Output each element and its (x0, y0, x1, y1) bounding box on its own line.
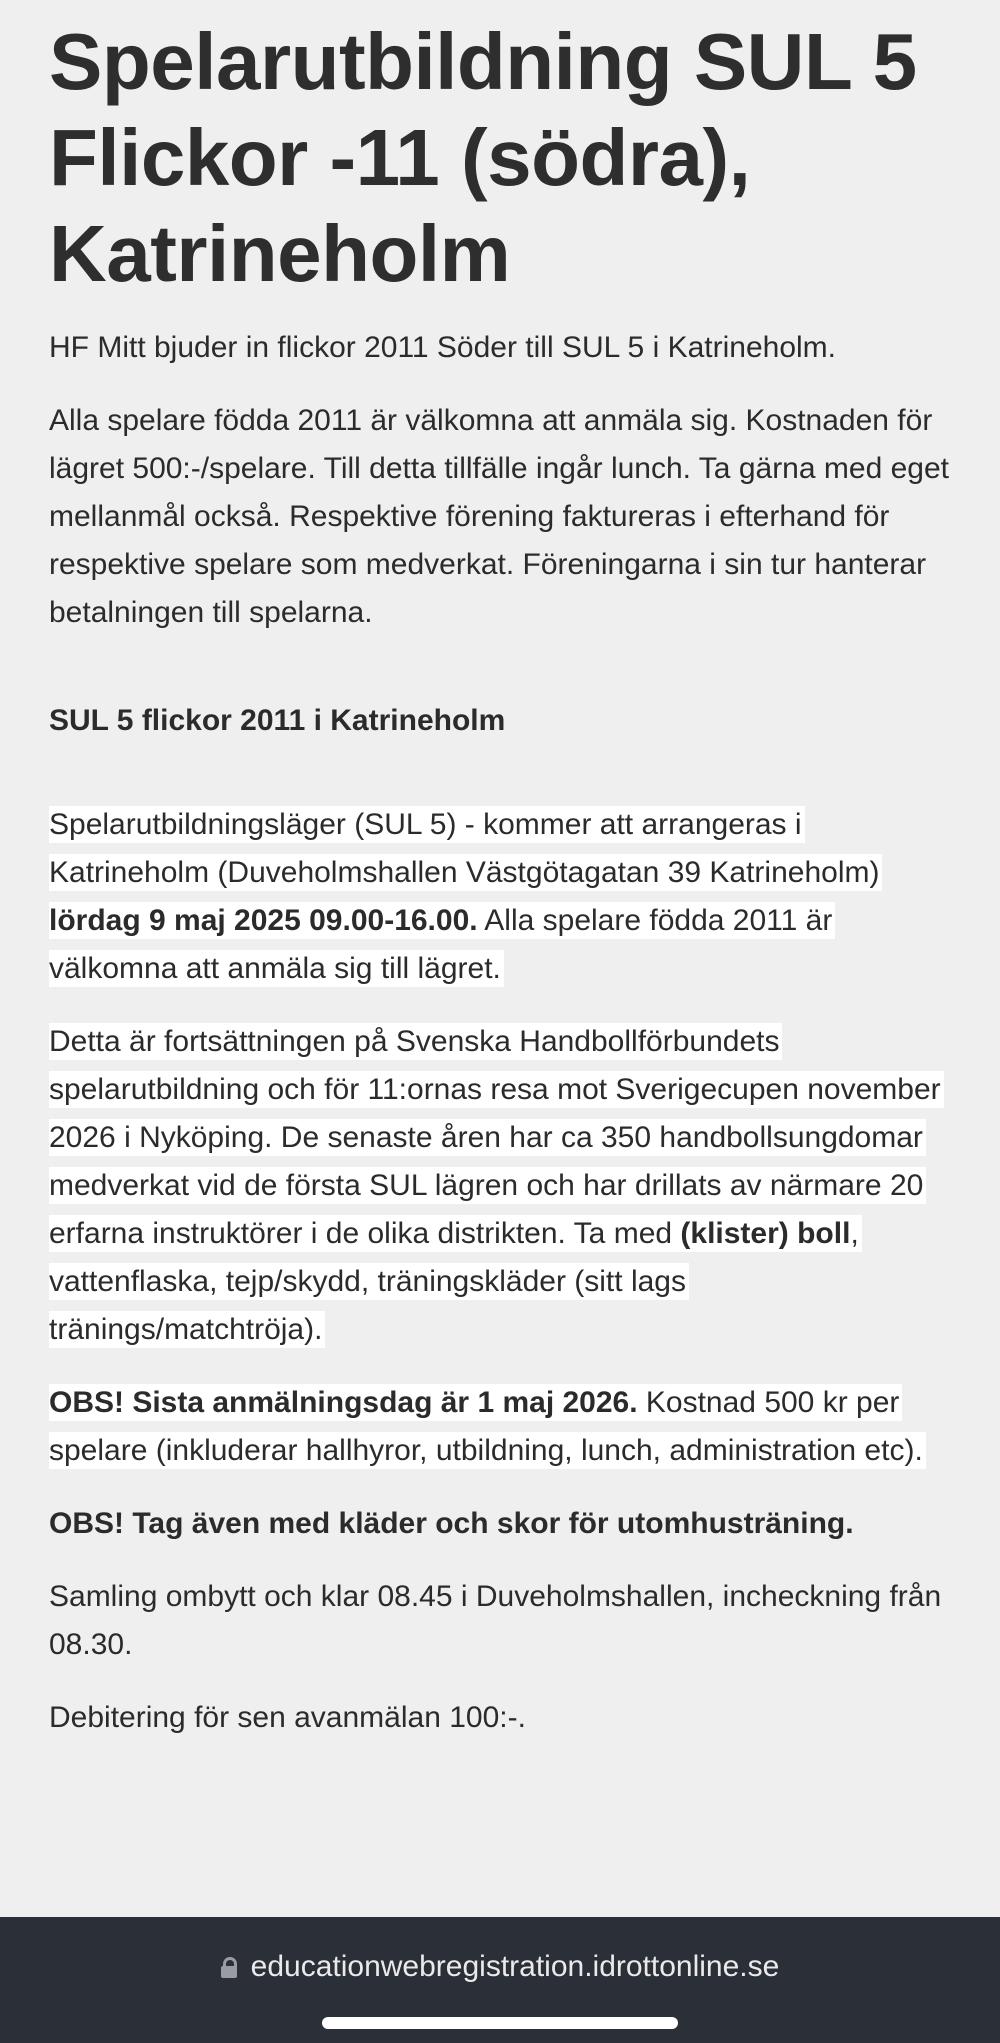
browser-address-bar[interactable] (0, 1917, 1000, 2043)
paragraph-gathering: Samling ombytt och klar 08.45 i Duveholmshallen, incheckning från 08.30. (49, 1580, 942, 1661)
url-row[interactable] (0, 1947, 1000, 1987)
program-text: Detta är fortsättningen på Svenska Handbollförbundets spelarutbildning och för 11:ornas resa mot Sverigecupen november 2026 i Nyköping. De senaste åren har ca 350 handbollsungdomar medverkat vid de första SUL lägren och har drillats av närmare 20 erfarna instruktörer i de olika distrikten. Ta med (49, 1025, 941, 1250)
page-content (49, 14, 959, 1767)
program-ball: (klister) boll (680, 1217, 851, 1250)
lock-icon (221, 1957, 237, 1977)
camp-details-highlight (49, 806, 882, 987)
paragraph-deadline (49, 1379, 959, 1475)
url-text[interactable]: educationwebregistration.idrottonline.se (250, 1950, 780, 1983)
info-text: Alla spelare födda 2011 är välkomna att anmäla sig. Kostnaden för lägret 500:-/spelare. Till detta tillfälle ingår lunch. Ta gärna med eget mellanmål också. Respektive förening faktureras i efterhand för respektive spelare som medverkat. Föreningarna i sin tur hanterar betalningen till spelarna. (49, 404, 949, 629)
deadline-highlight (49, 1384, 926, 1469)
camp-date: lördag 9 maj 2025 09.00-16.00. (49, 904, 478, 937)
paragraph-late-cancel: Debitering för sen avanmälan 100:-. (49, 1701, 526, 1734)
cost-text: Kostnad 500 kr per spelare (inkluderar hallhyror, utbildning, lunch, administration etc). (49, 1386, 923, 1467)
paragraph-program (49, 1018, 959, 1354)
deadline-notice: OBS! Sista anmälningsdag är 1 maj 2026. (49, 1386, 638, 1419)
program-highlight (49, 1023, 944, 1348)
paragraph-camp-details (49, 801, 959, 993)
camp-details-text-end: Alla spelare födda 2011 är välkomna att anmäla sig till lägret. (49, 904, 833, 985)
home-indicator[interactable] (322, 2017, 678, 2029)
intro-text: HF Mitt bjuder in flickor 2011 Söder till SUL 5 i Katrineholm. (49, 331, 836, 364)
camp-details-text: Spelarutbildningsläger (SUL 5) - kommer att arrangeras i Katrineholm (Duveholmshallen Västgötagatan 39 Katrineholm) (49, 808, 880, 889)
section-title: SUL 5 flickor 2011 i Katrineholm (49, 704, 506, 737)
paragraph-outdoor-notice (49, 1500, 959, 1548)
page-title: Spelarutbildning SUL 5 Flickor -11 (södra), Katrineholm (49, 17, 917, 298)
outdoor-notice: OBS! Tag även med kläder och skor för utomhusträning. (49, 1507, 854, 1540)
program-text-end: , vattenflaska, tejp/skydd, träningskläder (sitt lags tränings/matchtröja). (49, 1217, 859, 1346)
